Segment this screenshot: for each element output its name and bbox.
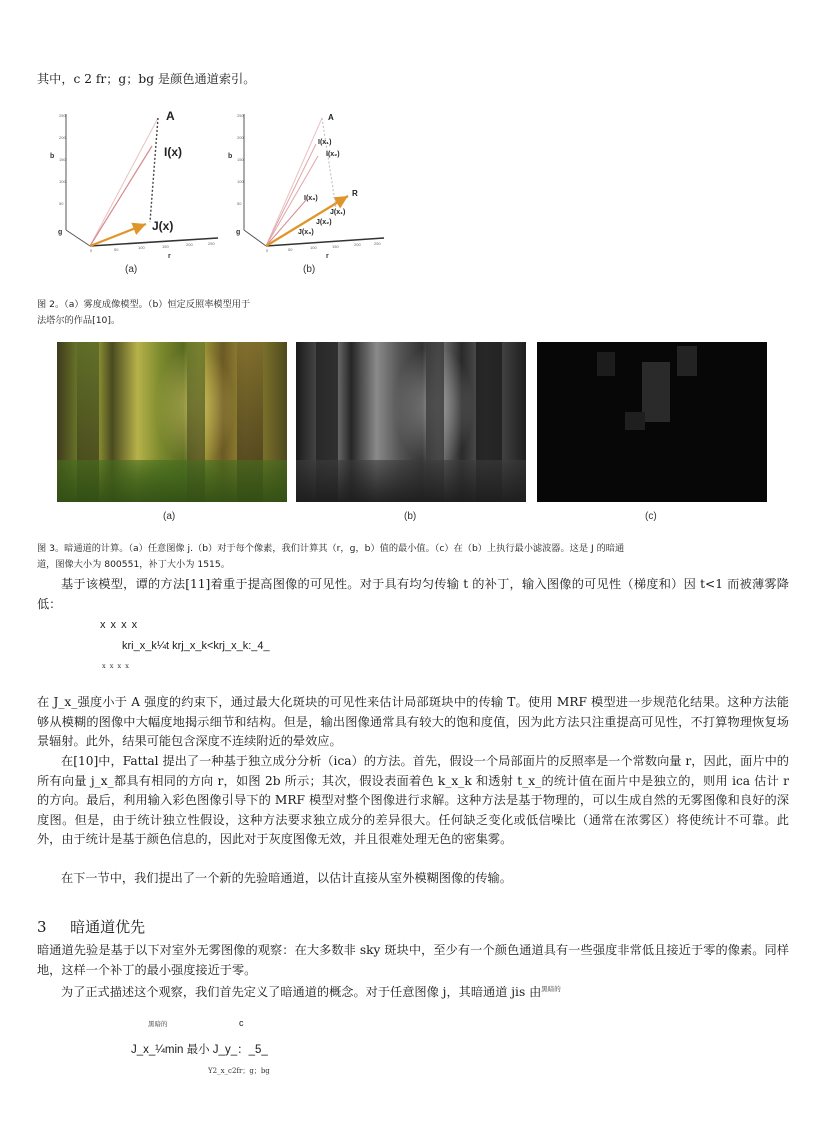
fig2a-axis-r: r	[168, 253, 171, 260]
eq5-sub: Y2_x_c2fr；g；bg	[208, 1067, 270, 1075]
fig2b-btick: 100	[237, 179, 244, 184]
figure-2-plots	[40, 100, 400, 282]
eq4-main: kri_x_k¼t krj_x_k<krj_x_k:_4_	[122, 640, 270, 652]
fig3-label-b: (b)	[404, 511, 417, 522]
eq5-sup-c: c	[239, 1018, 244, 1028]
fig2b-dotted-line	[322, 118, 336, 208]
fig2a-axis-g: g	[58, 229, 63, 236]
fig2a-rtick: 200	[186, 242, 193, 247]
fig3-label-c: (c)	[645, 511, 657, 522]
fig2b-axis-r: r	[326, 253, 329, 260]
fig2b-btick: 50	[237, 201, 242, 206]
fig2a-rtick: 150	[162, 244, 169, 249]
fig2a-btick: 150	[59, 157, 66, 162]
eq5-sup-left: 黑暗的	[148, 1020, 168, 1028]
fig2b-rtick: 100	[310, 245, 317, 250]
fig2a-axis-b: b	[50, 153, 55, 160]
fig2b-label-R: R	[352, 189, 358, 198]
fig2a-rtick: 250	[208, 241, 215, 246]
fig2b-label-J3: J(x₃)	[298, 229, 314, 236]
fig2b-label-I1: I(x₁)	[318, 139, 332, 146]
fig2a-panel-label: (a)	[125, 264, 138, 275]
fig2b-btick: 150	[237, 157, 244, 162]
fig2b-panel-label: (b)	[303, 264, 316, 275]
fig2-caption-line2: 法塔尔的作品[10]。	[37, 315, 121, 326]
fig2b-rtick: 150	[332, 244, 339, 249]
paragraph-6-text: 为了正式描述这个观察，我们首先定义了暗通道的概念。对于任意图像 j，其暗通道 jis 由	[61, 985, 542, 1000]
fig2b-rtick: 200	[354, 242, 361, 247]
fig3-image-c	[537, 342, 767, 502]
fig2a-rtick: 100	[138, 245, 145, 250]
fig2b-line-A	[266, 118, 322, 246]
fig2a-line-A	[90, 118, 158, 246]
figure-2	[40, 100, 400, 282]
section-heading	[37, 916, 145, 937]
fig2a-label-J: J(x)	[152, 219, 174, 233]
fig2a-btick: 100	[59, 179, 66, 184]
paragraph-5: 暗通道先验是基于以下对室外无雾图像的观察：在大多数非 sky 斑块中，至少有一个颜色通道具有一些强度非常低且接近于零的像素。同样地，这样一个补丁的最小强度接近于零。	[37, 943, 789, 977]
fig2b-r-axis	[266, 238, 384, 246]
fig2b-axis-b: b	[228, 153, 233, 160]
paragraph-6	[37, 980, 789, 1003]
fig2a-dotted-line	[150, 118, 158, 222]
fig2a-btick: 50	[59, 201, 64, 206]
fig2b-g-axis	[244, 230, 266, 246]
eq4-bottom: x x x x	[102, 662, 130, 670]
section-title: 暗通道优先	[70, 918, 146, 936]
fig2b-line-I3	[266, 200, 306, 246]
fig3-image-b	[296, 342, 526, 502]
paragraph-3: 在[10]中，Fattal 提出了一种基于独立成分分析（ica）的方法。首先，假设一个局部面片的反照率是一个常数向量 r，因此，面片中的所有向量 j_x_都具有相同的方向 r，如图 2b 所示；其次，假设表面着色 k_x_k 和透射 t_x_的统计值在面片中是独立的，则用 ica 估计 r 的方向。最后，利用输入彩色图像引导下的 MRF 模型对整个图像进行求解。这种方法是基于物理的，可以生成自然的无雾图像和良好的深度图。但是，由于统计独立性假设，这种方法要求独立成分的差异很大。任何缺乏变化或低信噪比（通常在浓雾区）将使统计不可靠。此外，由于统计是基于颜色信息的，因此对于灰度图像无效，并且很难处理无色的密集雾。	[37, 754, 789, 847]
fig2b-rtick: 0	[266, 248, 269, 253]
fig2a-panel	[50, 109, 218, 275]
fig2a-label-A: A	[166, 109, 175, 123]
paragraph-1: 基于该模型，谭的方法[11]着重于提高图像的可见性。对于具有均匀传输 t 的补丁，输入图像的可见性（梯度和）因 t<1 而被薄雾降低：	[37, 577, 789, 611]
paragraph-4: 在下一节中，我们提出了一个新的先验暗通道，以估计直接从室外模糊图像的传输。	[61, 871, 512, 885]
fig2b-label-I2: I(x₂)	[326, 151, 340, 158]
fig2b-label-I3: I(x₃)	[304, 195, 318, 202]
fig2a-line-I	[90, 146, 152, 246]
fig2b-label-A: A	[328, 113, 334, 122]
fig2a-btick: 200	[59, 135, 66, 140]
eq4-top: x x x x	[100, 619, 139, 631]
fig2a-btick: 250	[59, 113, 66, 118]
fig2b-btick: 250	[237, 113, 244, 118]
fig3-label-a: (a)	[163, 511, 176, 522]
fig2b-rtick: 50	[288, 247, 293, 252]
eq5-main: J_x_¼min 最小 J_y_：_5_	[131, 1044, 268, 1056]
fig2b-rtick: 250	[374, 241, 381, 246]
fig2b-axis-g: g	[236, 229, 241, 236]
paragraph-2: 在 J_x_强度小于 A 强度的约束下，通过最大化斑块的可见性来估计局部斑块中的传输 T。使用 MRF 模型进一步规范化结果。这种方法能够从模糊的图像中大幅度地揭示细节和结构。但是，输出图像通常具有较大的饱和度值，因为此方法只注重提高可见性，不打算物理恢复场景辐射。此外，结果可能包含深度不连续附近的晕效应。	[37, 695, 789, 749]
intro-line: 其中，c 2 fr；g；bg 是颜色通道索引。	[37, 72, 256, 86]
paragraph-6-superscript: 黑暗的	[541, 985, 561, 993]
fig2a-rtick: 0	[90, 248, 93, 253]
fig2b-btick: 200	[237, 135, 244, 140]
section-number: 3	[37, 918, 47, 936]
fig3-caption-line1: 图 3。暗通道的计算。（a）任意图像 j.（b）对于每个像素，我们计算其（r，g，b）值的最小值。（c）在（b）上执行最小滤波器。这是 J 的暗通	[37, 543, 625, 554]
fig2b-panel	[228, 113, 384, 275]
fig2a-label-I: I(x)	[164, 145, 182, 159]
fig2b-label-J2: J(x₂)	[316, 219, 332, 226]
fig3-caption-line2: 道，图像大小为 800551，补丁大小为 1515。	[37, 559, 230, 570]
fig3-image-a	[57, 342, 287, 502]
fig2a-rtick: 50	[114, 247, 119, 252]
fig2b-label-J1: J(x₁)	[330, 209, 346, 216]
fig2a-g-axis	[66, 230, 90, 246]
fig2-caption-line1: 图 2。（a）雾度成像模型。（b）恒定反照率模型用于	[37, 299, 251, 310]
